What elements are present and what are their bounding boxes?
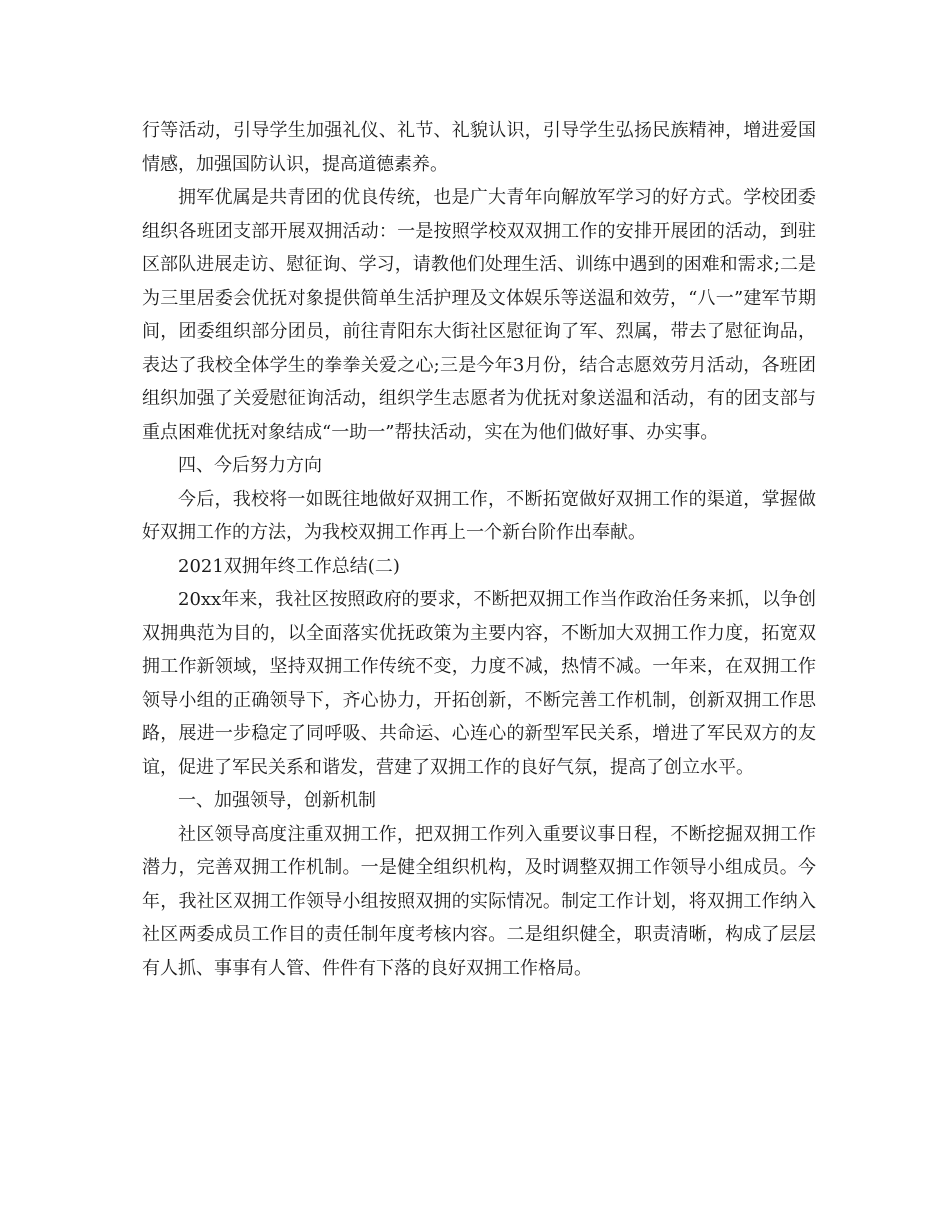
section-heading-leadership: 一、加强领导，创新机制 bbox=[178, 790, 376, 811]
paragraph-leadership-detail: 社区领导高度注重双拥工作，把双拥工作列入重要议事日程，不断挖掘双拥工作潜力，完善双拥工作机制。一是健全组织机构，及时调整双拥工作领导小组成员。今年，我社区双拥工作领导小组按照双拥的实际情况。制定工作计划，将双拥工作纳入社区两委成员工作目的责任制年度考核内容。二是组织健全，职责清晰，构成了层层有人抓、事事有人管、件件有下落的良好双拥工作格局。 bbox=[142, 823, 816, 979]
paragraph-activities-end: 行等活动，引导学生加强礼仪、礼节、礼貌认识，引导学生弘扬民族精神，增进爱国情感，加强国防认识，提高道德素养。 bbox=[142, 120, 816, 175]
document-title-part-two: 2021双拥年终工作总结(二) bbox=[178, 555, 400, 577]
paragraph-community-overview: 20xx年来，我社区按照政府的要求，不断把双拥工作当作政治任务来抓，以争创双拥典范为目的，以全面落实优抚政策为主要内容，不断加大双拥工作力度，拓宽双拥工作新领域，坚持双拥工作传统不变，力度不减，热情不减。一年来，在双拥工作领导小组的正确领导下，齐心协力，开拓创新，不断完善工作机制，创新双拥工作思路，展进一步稳定了同呼吸、共命运、心连心的新型军民关系，增进了军民双方的友谊，促进了军民关系和谐发，营建了双拥工作的良好气氛，提高了创立水平。 bbox=[142, 589, 816, 778]
section-heading-future-direction: 四、今后努力方向 bbox=[178, 455, 322, 476]
document-page bbox=[142, 114, 816, 985]
paragraph-support-army: 拥军优属是共青团的优良传统，也是广大青年向解放军学习的好方式。学校团委组织各班团支部开展双拥活动：一是按照学校双双拥工作的安排开展团的活动，到驻区部队进展走访、慰征询、学习，请教他们处理生活、训练中遇到的困难和需求;二是为三里居委会优抚对象提供简单生活护理及文体娱乐等送温和效劳，“八一”建军节期间，团委组织部分团员，前往青阳东大街社区慰征询了军、烈属，带去了慰征询品，表达了我校全体学生的拳拳关爱之心;三是今年3月份，结合志愿效劳月活动，各班团组织加强了关爱慰征询活动，组织学生志愿者为优抚对象送温和活动，有的团支部与重点困难优抚对象结成“一助一”帮扶活动，实在为他们做好事、办实事。 bbox=[142, 187, 816, 443]
paragraph-future-work: 今后，我校将一如既往地做好双拥工作，不断拓宽做好双拥工作的渠道，掌握做好双拥工作的方法，为我校双拥工作再上一个新台阶作出奉献。 bbox=[142, 488, 816, 543]
